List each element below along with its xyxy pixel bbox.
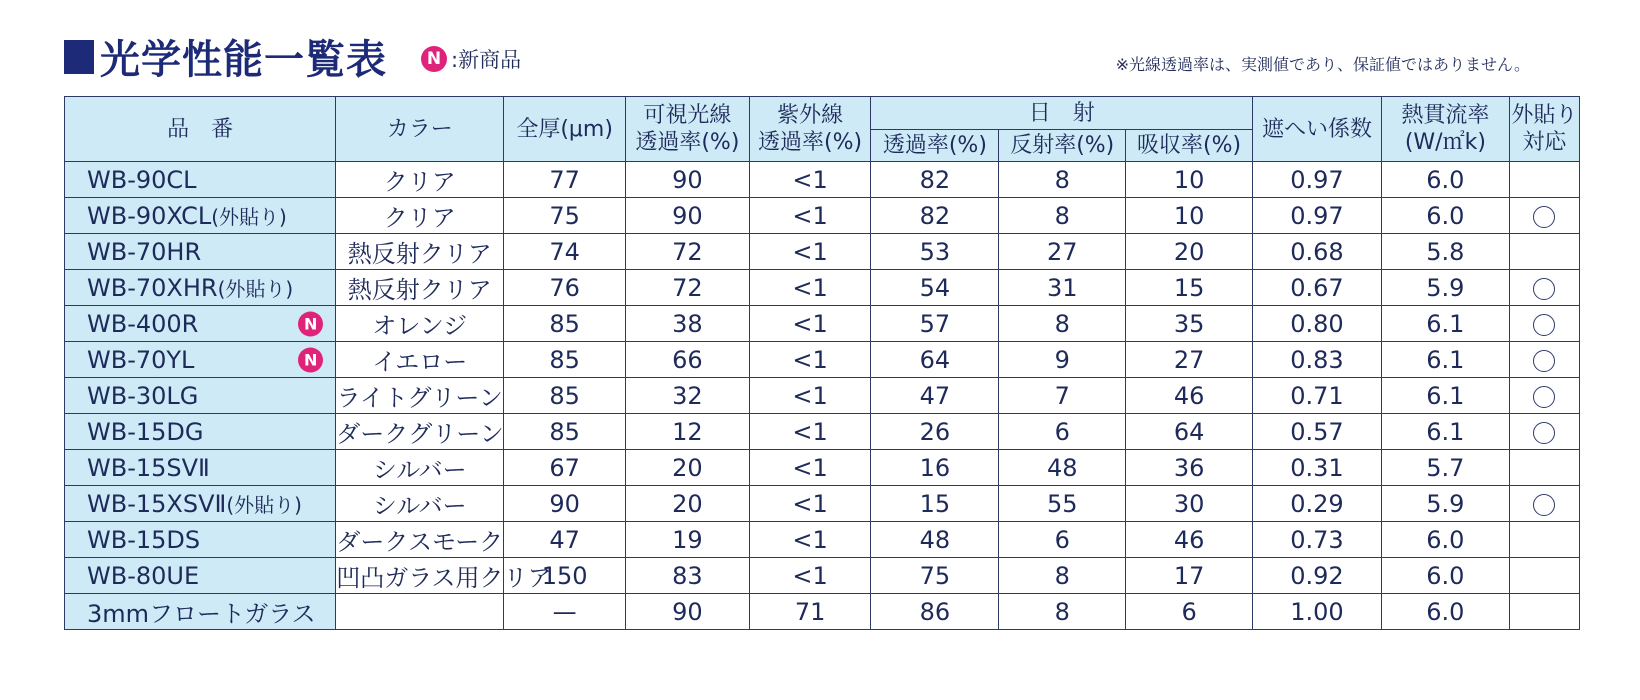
cell-external: [1509, 450, 1579, 486]
cell-external: [1509, 162, 1579, 198]
cell-s-abs: 6: [1126, 594, 1253, 630]
product-code: WB-400R: [87, 309, 199, 338]
cell-heat: 6.0: [1381, 198, 1509, 234]
product-code: WB-90CL: [87, 165, 197, 194]
product-suffix: (外貼り): [226, 493, 302, 517]
cell-color: ダークスモーク: [336, 522, 504, 558]
header-heat-line1: 熱貫流率: [1401, 103, 1490, 128]
cell-s-trans: 82: [871, 162, 999, 198]
cell-color: シルバー: [336, 486, 504, 522]
cell-thickness: 85: [504, 414, 626, 450]
optical-performance-table: [64, 96, 1580, 630]
new-product-badge-icon: N: [298, 347, 323, 372]
cell-s-abs: 17: [1126, 558, 1253, 594]
cell-visible: 90: [626, 162, 750, 198]
cell-color: 熱反射クリア: [336, 270, 504, 306]
cell-heat: 6.0: [1381, 522, 1509, 558]
cell-heat: 5.9: [1381, 486, 1509, 522]
cell-heat: 6.1: [1381, 306, 1509, 342]
cell-uv: <1: [749, 198, 871, 234]
cell-s-trans: 16: [871, 450, 999, 486]
cell-s-refl: 55: [999, 486, 1126, 522]
cell-uv: <1: [749, 234, 871, 270]
header-uv-line2: 透過率(%): [758, 130, 863, 155]
cell-thickness: 90: [504, 486, 626, 522]
cell-color: クリア: [336, 198, 504, 234]
header-solar-transmittance: 透過率(%): [871, 130, 999, 162]
circle-mark-icon: [1533, 494, 1555, 516]
header-external: [1509, 97, 1579, 162]
cell-s-trans: 47: [871, 378, 999, 414]
circle-mark-icon: [1533, 206, 1555, 228]
cell-heat: 6.1: [1381, 342, 1509, 378]
circle-mark-icon: [1533, 314, 1555, 336]
cell-s-abs: 46: [1126, 522, 1253, 558]
table-row: [65, 342, 1580, 378]
cell-s-abs: 10: [1126, 162, 1253, 198]
cell-s-refl: 31: [999, 270, 1126, 306]
cell-product: [65, 414, 336, 450]
cell-visible: 38: [626, 306, 750, 342]
header-external-line1: 外貼り: [1511, 103, 1578, 128]
page-title: 光学性能一覧表: [100, 37, 387, 83]
header-uv: [749, 97, 871, 162]
cell-thickness: —: [504, 594, 626, 630]
header-external-line2: 対応: [1522, 130, 1567, 155]
table-body: [65, 162, 1580, 630]
cell-product: [65, 378, 336, 414]
cell-heat: 5.7: [1381, 450, 1509, 486]
table-row: [65, 486, 1580, 522]
circle-mark-icon: [1533, 386, 1555, 408]
cell-product: [65, 162, 336, 198]
cell-product: [65, 450, 336, 486]
cell-s-abs: 35: [1126, 306, 1253, 342]
cell-thickness: 67: [504, 450, 626, 486]
circle-mark-icon: [1533, 350, 1555, 372]
cell-shading: 0.97: [1253, 198, 1382, 234]
table-row: [65, 162, 1580, 198]
product-suffix: (外貼り): [217, 277, 294, 301]
cell-product: [65, 306, 336, 342]
cell-uv: 71: [749, 594, 871, 630]
cell-uv: <1: [749, 162, 871, 198]
product-code: WB-70XHR: [87, 274, 218, 302]
cell-heat: 6.0: [1381, 558, 1509, 594]
cell-shading: 0.73: [1253, 522, 1382, 558]
cell-uv: <1: [749, 414, 871, 450]
circle-mark-icon: [1533, 278, 1555, 300]
cell-s-refl: 6: [999, 522, 1126, 558]
cell-s-refl: 7: [999, 378, 1126, 414]
cell-s-refl: 8: [999, 198, 1126, 234]
cell-s-trans: 75: [871, 558, 999, 594]
cell-uv: <1: [749, 342, 871, 378]
cell-visible: 90: [626, 198, 750, 234]
cell-s-abs: 20: [1126, 234, 1253, 270]
header-uv-line1: 紫外線: [777, 103, 844, 128]
new-product-badge-icon: N: [298, 311, 323, 336]
header-shading: 遮へい係数: [1253, 97, 1382, 162]
header-solar-reflectance: 反射率(%): [999, 130, 1126, 162]
header-visible: [626, 97, 750, 162]
cell-color: イエロー: [336, 342, 504, 378]
table-row: [65, 378, 1580, 414]
cell-s-abs: 15: [1126, 270, 1253, 306]
cell-s-trans: 57: [871, 306, 999, 342]
cell-visible: 32: [626, 378, 750, 414]
cell-s-trans: 86: [871, 594, 999, 630]
cell-s-refl: 48: [999, 450, 1126, 486]
cell-product: [65, 522, 336, 558]
table-row: [65, 522, 1580, 558]
header-solar: 日 射: [871, 97, 1253, 130]
cell-color: オレンジ: [336, 306, 504, 342]
cell-external: [1509, 594, 1579, 630]
cell-shading: 0.97: [1253, 162, 1382, 198]
cell-external: [1509, 306, 1579, 342]
cell-s-trans: 64: [871, 342, 999, 378]
cell-visible: 20: [626, 450, 750, 486]
cell-s-abs: 64: [1126, 414, 1253, 450]
cell-color: シルバー: [336, 450, 504, 486]
cell-product: [65, 198, 336, 234]
legend: [421, 44, 521, 74]
cell-shading: 0.68: [1253, 234, 1382, 270]
cell-s-trans: 82: [871, 198, 999, 234]
cell-product: [65, 270, 336, 306]
cell-s-abs: 46: [1126, 378, 1253, 414]
cell-heat: 6.0: [1381, 162, 1509, 198]
cell-color: ライトグリーン: [336, 378, 504, 414]
cell-thickness: 150: [504, 558, 626, 594]
cell-visible: 19: [626, 522, 750, 558]
cell-external: [1509, 270, 1579, 306]
cell-s-refl: 6: [999, 414, 1126, 450]
table-row: [65, 270, 1580, 306]
cell-thickness: 75: [504, 198, 626, 234]
table-row: [65, 558, 1580, 594]
cell-shading: 0.80: [1253, 306, 1382, 342]
cell-external: [1509, 234, 1579, 270]
cell-external: [1509, 522, 1579, 558]
cell-shading: 0.92: [1253, 558, 1382, 594]
cell-s-refl: 8: [999, 558, 1126, 594]
cell-color: 凹凸ガラス用クリア: [336, 558, 504, 594]
cell-shading: 0.31: [1253, 450, 1382, 486]
product-code: WB-15DS: [87, 525, 201, 554]
header-visible-line2: 透過率(%): [635, 130, 740, 155]
cell-s-abs: 30: [1126, 486, 1253, 522]
table-row: [65, 594, 1580, 630]
product-code: WB-15XSVⅡ: [87, 490, 227, 518]
cell-uv: <1: [749, 522, 871, 558]
cell-thickness: 85: [504, 306, 626, 342]
table-row: [65, 414, 1580, 450]
cell-shading: 0.29: [1253, 486, 1382, 522]
cell-heat: 6.1: [1381, 378, 1509, 414]
table-row: [65, 306, 1580, 342]
cell-thickness: 85: [504, 378, 626, 414]
product-code: WB-80UE: [87, 561, 200, 590]
cell-uv: <1: [749, 558, 871, 594]
header-thickness: 全厚(μm): [504, 97, 626, 162]
cell-heat: 6.0: [1381, 594, 1509, 630]
new-product-badge-icon: N: [421, 46, 447, 72]
header-color: カラー: [336, 97, 504, 162]
cell-product: [65, 234, 336, 270]
cell-shading: 0.67: [1253, 270, 1382, 306]
cell-heat: 5.8: [1381, 234, 1509, 270]
cell-s-abs: 27: [1126, 342, 1253, 378]
header-solar-absorptance: 吸収率(%): [1126, 130, 1253, 162]
cell-heat: 6.1: [1381, 414, 1509, 450]
cell-s-refl: 27: [999, 234, 1126, 270]
cell-visible: 20: [626, 486, 750, 522]
product-code: WB-15DG: [87, 417, 204, 446]
cell-external: [1509, 414, 1579, 450]
cell-s-refl: 8: [999, 306, 1126, 342]
table-row: [65, 198, 1580, 234]
cell-visible: 90: [626, 594, 750, 630]
title-block: [64, 28, 521, 85]
cell-s-abs: 36: [1126, 450, 1253, 486]
cell-external: [1509, 558, 1579, 594]
header-heat: [1381, 97, 1509, 162]
cell-s-trans: 53: [871, 234, 999, 270]
cell-thickness: 85: [504, 342, 626, 378]
cell-thickness: 76: [504, 270, 626, 306]
cell-product: [65, 486, 336, 522]
product-code: WB-90XCL: [87, 202, 212, 230]
cell-color: 熱反射クリア: [336, 234, 504, 270]
cell-shading: 1.00: [1253, 594, 1382, 630]
cell-shading: 0.57: [1253, 414, 1382, 450]
header-product: 品 番: [65, 97, 336, 162]
cell-s-refl: 8: [999, 594, 1126, 630]
cell-s-trans: 54: [871, 270, 999, 306]
cell-s-trans: 26: [871, 414, 999, 450]
cell-visible: 12: [626, 414, 750, 450]
cell-shading: 0.71: [1253, 378, 1382, 414]
cell-thickness: 77: [504, 162, 626, 198]
cell-external: [1509, 342, 1579, 378]
product-code: WB-70HR: [87, 237, 202, 266]
header-visible-line1: 可視光線: [643, 103, 732, 128]
cell-shading: 0.83: [1253, 342, 1382, 378]
product-code: WB-15SVⅡ: [87, 453, 210, 482]
cell-s-refl: 8: [999, 162, 1126, 198]
cell-product: [65, 558, 336, 594]
legend-text: :新商品: [451, 47, 522, 72]
cell-visible: 72: [626, 270, 750, 306]
cell-uv: <1: [749, 378, 871, 414]
cell-color: [336, 594, 504, 630]
cell-visible: 72: [626, 234, 750, 270]
cell-visible: 66: [626, 342, 750, 378]
cell-heat: 5.9: [1381, 270, 1509, 306]
cell-external: [1509, 198, 1579, 234]
table-row: [65, 234, 1580, 270]
cell-visible: 83: [626, 558, 750, 594]
header-heat-line2: (W/㎡k): [1404, 130, 1486, 155]
cell-s-refl: 9: [999, 342, 1126, 378]
cell-uv: <1: [749, 486, 871, 522]
footnote: ※光線透過率は、実測値であり、保証値ではありません。: [1115, 55, 1530, 74]
circle-mark-icon: [1533, 422, 1555, 444]
cell-uv: <1: [749, 306, 871, 342]
title-square-icon: [64, 40, 94, 74]
cell-external: [1509, 378, 1579, 414]
product-code: WB-70YL: [87, 345, 195, 374]
cell-thickness: 74: [504, 234, 626, 270]
product-suffix: (外貼り): [211, 205, 287, 229]
cell-external: [1509, 486, 1579, 522]
cell-thickness: 47: [504, 522, 626, 558]
product-code: WB-30LG: [87, 381, 199, 410]
table-row: [65, 450, 1580, 486]
cell-uv: <1: [749, 270, 871, 306]
cell-uv: <1: [749, 450, 871, 486]
cell-product: [65, 342, 336, 378]
cell-color: クリア: [336, 162, 504, 198]
cell-s-abs: 10: [1126, 198, 1253, 234]
cell-s-trans: 15: [871, 486, 999, 522]
cell-color: ダークグリーン: [336, 414, 504, 450]
cell-s-trans: 48: [871, 522, 999, 558]
cell-product: [65, 594, 336, 630]
product-code: 3mmフロートガラス: [87, 600, 316, 628]
